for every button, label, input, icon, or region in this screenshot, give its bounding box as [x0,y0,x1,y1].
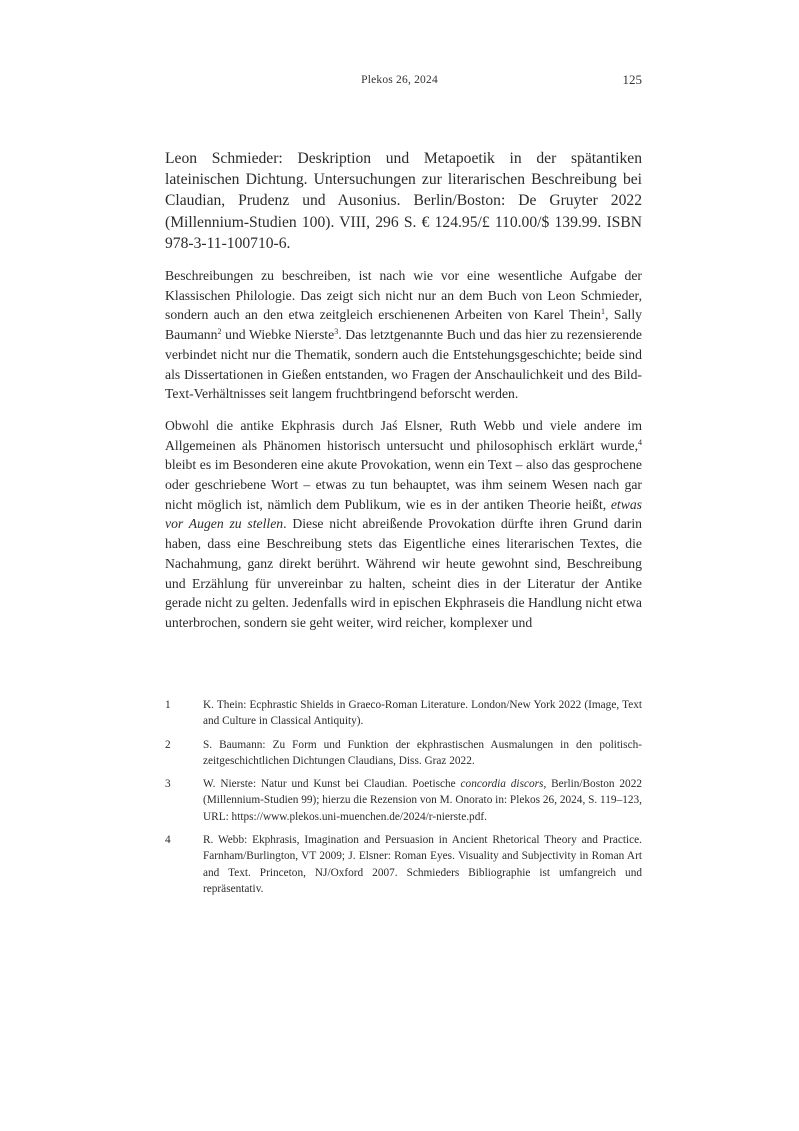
footnote-ref-2[interactable]: 2 [217,327,222,337]
footnote-1 [165,697,642,730]
text-span: W. Nierste: Natur und Kunst bei Claudian. Poetische [203,778,461,791]
paragraph-2 [165,416,642,633]
italic-phrase: concordia discors [460,778,544,791]
footnote-text: R. Webb: Ekphrasis, Imagination and Persuasion in Ancient Rhetorical Theory and Practice. Farnham/Burlington, VT 2009; J. Elsner: Roman Eyes. Visuality and Subjectivity in Roman Art and Text. Princeton, NJ/Oxford 2007. Schmieders Bibliographie ist umfangreich und repräsentativ. [203,834,642,895]
footnote-ref-4[interactable]: 4 [638,437,642,447]
review-header [165,148,642,254]
text-span: Obwohl die antike Ekphrasis durch Jaś Elsner, Ruth Webb und viele andere im Allgemeinen als Phänomen historisch untersucht und philosophisch erklärt wurde, [165,417,642,453]
italic-phrase: etwas vor Augen zu stellen [165,496,642,532]
body-text [165,266,642,645]
footnote-text: S. Baumann: Zu Form und Funktion der ekphrastischen Ausmalungen in den politisch-zeitgeschichtlichen Dichtungen Claudians, Diss. Graz 2022. [203,738,642,767]
paragraph-1 [165,266,642,404]
footnote-3 [165,776,642,825]
footnote-text [203,776,642,825]
footnote-text: K. Thein: Ecphrastic Shields in Graeco-Roman Literature. London/New York 2022 (Image, Text and Culture in Classical Antiquity). [203,699,642,728]
footnote-number: 4 [165,834,171,847]
page-number: 125 [622,72,642,87]
footnote-ref-3[interactable]: 3 [334,327,339,337]
footnote-number: 2 [165,738,171,751]
bibliographic-entry: Leon Schmieder: Deskription und Metapoetik in der spätantiken lateinischen Dichtung. Untersuchungen zur literarischen Beschreibung bei Claudian, Prudenz und Ausonius. Berlin/Boston: De Gruyter 2022 (Millennium-Studien 100). VIII, 296 S. € 124.95/£ 110.00/$ 139.99. ISBN 978-3-11-100710-6. [165,150,642,252]
text-span: Beschreibungen zu beschreiben, ist nach wie vor eine wesentliche Aufgabe der Klassischen Philologie. Das zeigt sich nicht nur an dem Buch von Leon Schmieder, sondern auch an den etwa zeitgleich erschienenen Arbeiten von Karel Thein [165,268,642,323]
text-span: und Wiebke Nierste [221,327,335,343]
running-head: Plekos 26, 2024 [361,74,438,86]
text-span: bleibt es im Besonderen eine akute Provokation, wenn ein Text – also das gesprochene oder geschriebene Wort – etwas zu tun behauptet, was ihm seinem Wesen nach gar nicht möglich ist, nämlich dem Publikum, wie es in der antiken Theorie heißt, [165,457,642,512]
text-span: . Das letztgenannte Buch und das hier zu rezensierende verbindet nicht nur die Thematik, sondern auch die Entstehungsgeschichte; beide sind als Dissertationen in Gießen entstanden, wo Fragen der Anschaulichkeit und des Bild-Text-Verhältnisses seit langem fruchtbringend beforscht werden. [165,327,642,402]
footnote-number: 1 [165,699,171,711]
footnote-ref-1[interactable]: 1 [601,307,606,317]
text-span: , Sally Baumann [165,307,642,343]
footnote-number: 3 [165,778,171,791]
footnotes [165,697,642,904]
text-span: , Berlin/Boston 2022 (Millennium-Studien 99); hierzu die Rezension von M. Onorato in: Plekos 26, 2024, S. 119–123, URL: https://www.plekos.uni-muenchen.de/2024/r-nierste.pdf. [203,778,642,823]
footnote-4 [165,832,642,897]
footnote-2 [165,737,642,770]
text-span: . Diese nicht abreißende Provokation dürfte ihren Grund darin haben, dass eine Beschreibung stets das Eigentliche eines literarischen Textes, die Nachahmung, ganz direkt berührt. Während wir heute gewohnt sind, Beschreibung und Erzählung für unvereinbar zu halten, scheint dies in der Literatur der Antike gerade nicht zu gelten. Jedenfalls wird in epischen Ekphraseis die Handlung nicht etwa unterbrochen, sondern sie geht weiter, wird reicher, komplexer und [165,516,643,630]
